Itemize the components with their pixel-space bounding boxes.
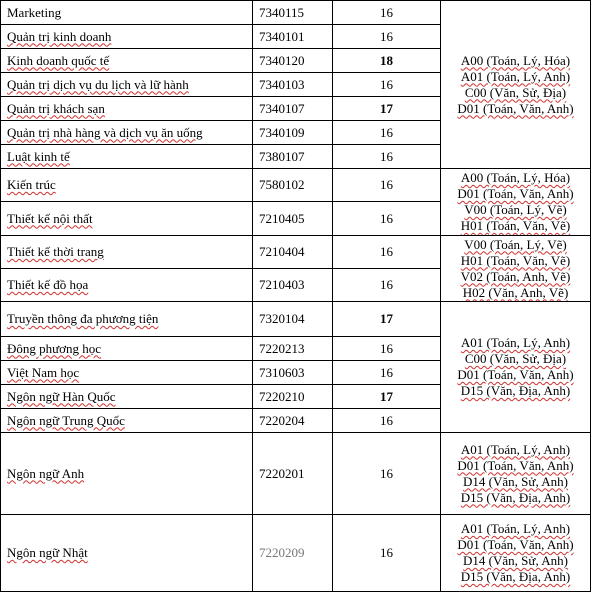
major-name-cell	[1, 515, 253, 592]
major-name: Ngôn ngữ Hàn Quốc	[7, 388, 116, 404]
major-code: 7220210	[253, 385, 333, 409]
major-code: 7220204	[253, 409, 333, 433]
major-name-cell	[1, 433, 253, 515]
major-code: 7220209	[253, 515, 333, 592]
major-code: 7340115	[253, 1, 333, 25]
major-name: Quản trị khách sạn	[7, 100, 105, 116]
major-name: Ngôn ngữ Anh	[7, 465, 85, 481]
major-name-cell	[1, 169, 253, 202]
major-code: 7340103	[253, 73, 333, 97]
major-name: Đông phương học	[7, 340, 102, 356]
subject-combination: A01 (Toán, Lý, Anh)	[460, 68, 571, 84]
major-code: 7210405	[253, 202, 333, 236]
major-name: Thiết kế đồ họa	[7, 277, 89, 292]
benchmark-score: 16	[333, 121, 441, 145]
benchmark-score: 17	[333, 302, 441, 337]
benchmark-score: 16	[333, 236, 441, 269]
major-name-cell	[1, 145, 253, 169]
major-code: 7320104	[253, 302, 333, 337]
subject-combination: D14 (Văn, Sử, Anh)	[463, 553, 568, 568]
table-row	[1, 433, 591, 515]
subject-combination: A00 (Toán, Lý, Hóa)	[460, 170, 571, 185]
major-name: Quản trị nhà hàng và dịch vụ ăn uống	[7, 124, 203, 140]
table-row	[1, 302, 591, 337]
major-name-cell	[1, 49, 253, 73]
major-name: Luật kinh tế	[7, 148, 70, 164]
major-code: 7220201	[253, 433, 333, 515]
benchmark-score: 16	[333, 25, 441, 49]
benchmark-score: 16	[333, 73, 441, 97]
major-name: Ngôn ngữ Nhật	[7, 545, 88, 560]
major-name: Ngôn ngữ Trung Quốc	[7, 412, 125, 428]
major-name: Truyền thông đa phương tiện	[7, 311, 159, 326]
benchmark-score: 16	[333, 515, 441, 592]
major-name-cell	[1, 236, 253, 269]
major-name-cell	[1, 361, 253, 385]
subject-combination: V00 (Toán, Lý, Vẽ)	[464, 236, 567, 252]
major-name-cell	[1, 269, 253, 302]
subject-combinations-cell	[441, 515, 591, 592]
subject-combination: C00 (Văn, Sử, Địa)	[464, 351, 567, 366]
table-row	[1, 1, 591, 25]
major-name: Kinh doanh quốc tế	[7, 52, 110, 68]
major-name-cell	[1, 385, 253, 409]
major-name: Quản trị dịch vụ du lịch và lữ hành	[7, 76, 189, 92]
benchmark-score: 18	[333, 49, 441, 73]
subject-combination: A00 (Toán, Lý, Hóa)	[460, 52, 571, 68]
major-name-cell	[1, 121, 253, 145]
subject-combination: D01 (Toán, Văn, Anh)	[457, 367, 574, 382]
major-name: Thiết kế thời trang	[7, 244, 104, 259]
subject-combination: D01 (Toán, Văn, Anh)	[457, 457, 574, 473]
subject-combination: V00 (Toán, Lý, Vẽ)	[464, 202, 567, 217]
major-name: Việt Nam học	[7, 364, 80, 380]
subject-combinations-cell	[441, 236, 591, 302]
major-code: 7340101	[253, 25, 333, 49]
subject-combinations-cell	[441, 169, 591, 236]
major-name-cell	[1, 202, 253, 236]
subject-combinations-cell	[441, 433, 591, 515]
benchmark-score: 16	[333, 145, 441, 169]
benchmark-score: 17	[333, 385, 441, 409]
major-name: Marketing	[7, 4, 62, 20]
table-row	[1, 236, 591, 269]
subject-combinations-cell	[441, 1, 591, 169]
benchmark-score: 16	[333, 269, 441, 302]
subject-combination: V02 (Toán, Anh, Vẽ)	[460, 268, 571, 284]
major-name: Quản trị kinh doanh	[7, 28, 112, 44]
subject-combination: D15 (Văn, Địa, Anh)	[460, 489, 571, 505]
subject-combination: H01 (Toán, Văn, Vẽ)	[460, 218, 571, 233]
benchmark-score: 16	[333, 337, 441, 361]
subject-combination: A01 (Toán, Lý, Anh)	[460, 441, 571, 457]
benchmark-score: 16	[333, 361, 441, 385]
major-name: Kiến trúc	[7, 177, 56, 192]
subject-combination: H01 (Toán, Văn, Vẽ)	[460, 252, 571, 268]
subject-combination: D01 (Toán, Văn, Anh)	[457, 186, 574, 201]
major-name-cell	[1, 73, 253, 97]
major-code: 7340109	[253, 121, 333, 145]
subject-combination: A01 (Toán, Lý, Anh)	[460, 335, 571, 350]
subject-combination: D14 (Văn, Sử, Anh)	[463, 473, 568, 489]
benchmark-score: 16	[333, 1, 441, 25]
major-code: 7380107	[253, 145, 333, 169]
major-code: 7210403	[253, 269, 333, 302]
major-name-cell	[1, 1, 253, 25]
benchmark-score: 16	[333, 202, 441, 236]
subject-combination: D01 (Toán, Văn, Anh)	[457, 100, 574, 116]
major-name-cell	[1, 97, 253, 121]
subject-combination: D15 (Văn, Địa, Anh)	[460, 383, 571, 398]
major-name-cell	[1, 337, 253, 361]
major-code: 7340120	[253, 49, 333, 73]
major-code: 7580102	[253, 169, 333, 202]
subject-combination: A01 (Toán, Lý, Anh)	[460, 521, 571, 536]
table-row	[1, 169, 591, 202]
benchmark-score: 17	[333, 97, 441, 121]
major-name-cell	[1, 302, 253, 337]
subject-combination: D15 (Văn, Địa, Anh)	[460, 569, 571, 584]
major-name-cell	[1, 409, 253, 433]
benchmark-score: 16	[333, 409, 441, 433]
major-code: 7340107	[253, 97, 333, 121]
table-row	[1, 515, 591, 592]
major-name: Thiết kế nội thất	[7, 210, 93, 226]
table-body	[1, 1, 591, 592]
major-code: 7210404	[253, 236, 333, 269]
subject-combinations-cell	[441, 302, 591, 433]
major-code: 7220213	[253, 337, 333, 361]
benchmark-score: 16	[333, 433, 441, 515]
subject-combination: D01 (Toán, Văn, Anh)	[457, 537, 574, 552]
major-code: 7310603	[253, 361, 333, 385]
benchmark-score: 16	[333, 169, 441, 202]
subject-combination: C00 (Văn, Sử, Địa)	[464, 84, 567, 100]
subject-combination: H02 (Văn, Anh, Vẽ)	[462, 284, 569, 300]
major-name-cell	[1, 25, 253, 49]
